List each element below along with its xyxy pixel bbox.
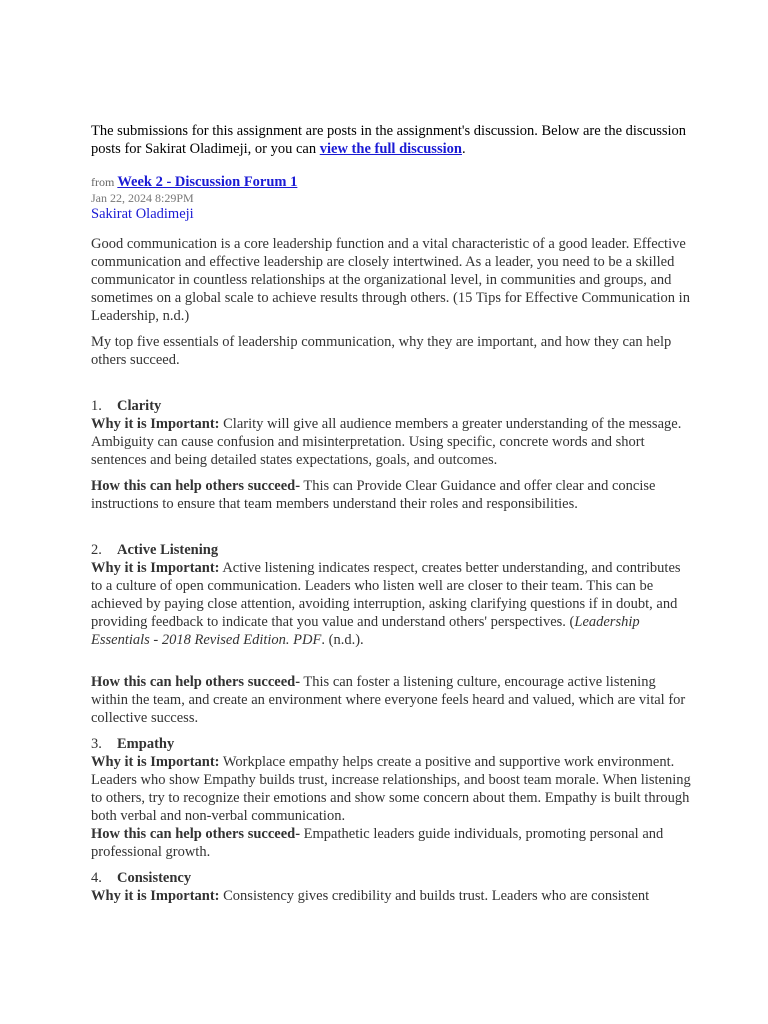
why-important-consistency: [91, 887, 691, 905]
how-label: How this can help others succeed-: [91, 826, 301, 842]
intro-text: [91, 122, 691, 158]
how-text: This can foster a listening culture, encourage active listening within the team, and create an environment where everyone feels heard and valued, which are vital for collective success.: [91, 674, 686, 726]
post-source: [91, 173, 691, 191]
why-label: Why it is Important:: [91, 888, 220, 904]
intro-text-before: The submissions for this assignment are posts in the assignment's discussion. Below are the discussion posts for Sakirat Oladimeji, or you can: [91, 123, 687, 157]
post-date: Jan 22, 2024 8:29PM: [91, 191, 194, 205]
essential-heading-consistency: [91, 869, 691, 887]
item-number: 1.: [91, 398, 102, 414]
why-label: Why it is Important:: [91, 416, 220, 432]
how-succeed-clarity: [91, 477, 691, 513]
post-paragraph-1: Good communication is a core leadership function and a vital characteristic of a good leader. Effective communication and effective leadership are closely intertwined. As a leader, you need to be a skilled communicator in countless relationships at the organizational level, in communities and groups, and sometimes on a global scale to achieve results through others. (15 Tips for Effective Communication in Leadership, n.d.): [91, 236, 690, 324]
citation-end: . (n.d.).: [321, 632, 364, 648]
essential-heading-clarity: [91, 397, 691, 415]
item-number: 4.: [91, 870, 102, 886]
item-number: 2.: [91, 542, 102, 558]
citation-title: Leadership Essentials - 2018 Revised Edition. PDF: [91, 614, 640, 648]
intro-text-after: .: [461, 141, 466, 157]
discussion-content: [91, 122, 691, 905]
why-important-empathy: [91, 753, 691, 825]
why-text: Workplace empathy helps create a positive and supportive work environment. Leaders who show Empathy builds trust, increase relationships, and boost team morale. When listening to others, try to recognize their emotions and show some concern about them. Empathy is built through both verbal and non-verbal communication.: [91, 754, 691, 824]
why-text: Clarity will give all audience members a greater understanding of the message. Ambiguity can cause confusion and misinterpretation. Using specific, concrete words and short sentences and being detailed states expectations, goals, and outcomes.: [91, 416, 682, 468]
post-author: Sakirat Oladimeji: [91, 206, 194, 222]
how-label: How this can help others succeed-: [91, 674, 301, 690]
item-title: Consistency: [117, 870, 192, 886]
how-text: Empathetic leaders guide individuals, promoting personal and professional growth.: [91, 826, 664, 860]
why-text: Consistency gives credibility and builds trust. Leaders who are consistent: [219, 888, 650, 904]
how-succeed-active-listening: [91, 673, 691, 727]
post-paragraph-2: My top five essentials of leadership communication, why they are important, and how they can help others succeed.: [91, 334, 672, 368]
item-number: 3.: [91, 736, 102, 752]
essential-heading-empathy: [91, 735, 691, 753]
how-label: How this can help others succeed-: [91, 478, 301, 494]
item-title: Active Listening: [117, 542, 219, 558]
how-text: This can Provide Clear Guidance and offer clear and concise instructions to ensure that team members understand their roles and responsibilities.: [91, 478, 656, 512]
item-title: Empathy: [117, 736, 175, 752]
forum-link[interactable]: Week 2 - Discussion Forum 1: [117, 174, 298, 190]
why-label: Why it is Important:: [91, 754, 220, 770]
why-label: Why it is Important:: [91, 560, 220, 576]
why-important-clarity: [91, 415, 691, 469]
essential-heading-active-listening: [91, 541, 691, 559]
why-text: Active listening indicates respect, creates better understanding, and contributes to a culture of open communication. Leaders who listen well are closer to their team. This can be achieved by paying close attention, avoiding interruption, asking clarifying questions if in doubt, and providing feedback to indicate that you value and understand others' perspectives. (: [91, 560, 681, 630]
view-full-discussion-link[interactable]: view the full discussion: [319, 141, 462, 157]
how-succeed-empathy: [91, 825, 691, 861]
item-title: Clarity: [117, 398, 162, 414]
why-important-active-listening: [91, 559, 691, 649]
from-label: from: [91, 175, 115, 189]
